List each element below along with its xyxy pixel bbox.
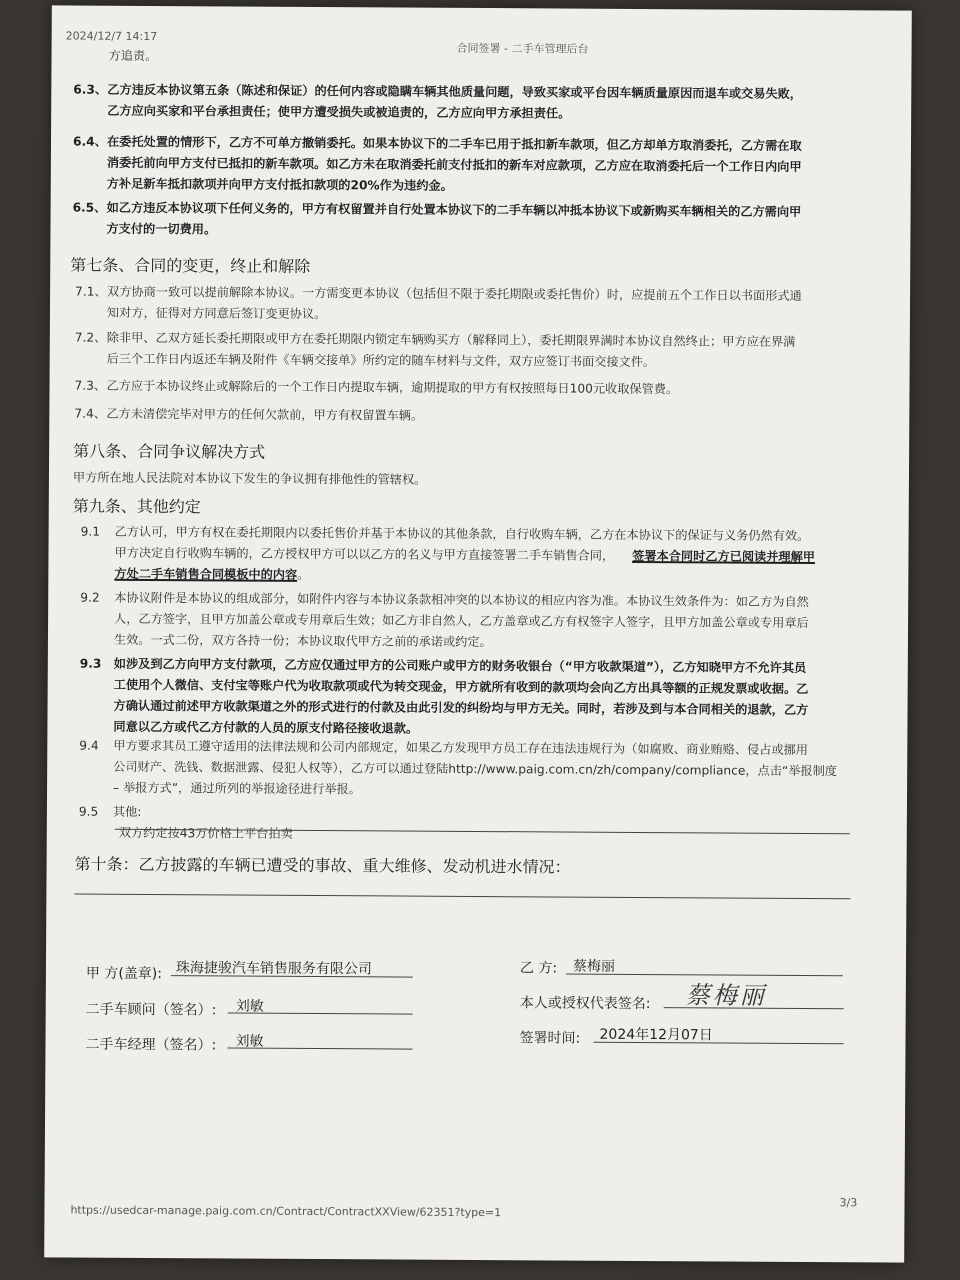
clause-line: 乙方认可，甲方有权在委托期限内以委托售价并基于本协议的其他条款，自行收购车辆，乙方在本协议下的保证与义务仍然有效。 <box>114 524 810 544</box>
clause-line: 人，乙方签字，且甲方加盖公章或专用章后生效；如乙方非自然人，乙方盖章或乙方有权签字人签字，且甲方加盖公章或专用章后 <box>114 611 809 631</box>
page-number: 3/3 <box>839 1196 858 1210</box>
section-9-title: 第九条、其他约定 <box>72 496 201 517</box>
clause-line: 甲方要求其员工遵守适用的法律法规和公司内部规定，如果乙方发现甲方员工存在违法违规行为（如腐败、商业贿赂、侵占或挪用 <box>113 738 809 758</box>
clause-line: 同意以乙方或代乙方付款的人员的原支付路径接收退款。 <box>113 719 419 736</box>
clause-7-1 <box>75 282 875 322</box>
clause-7-4 <box>74 404 874 423</box>
contract-page <box>44 5 912 1262</box>
print-title: 合同签署 - 二手车管理后台 <box>456 41 589 56</box>
clause-9-1 <box>80 522 881 582</box>
clause-number: 7.3、 <box>74 378 107 393</box>
section-8-text: 甲方所在地人民法院对本协议下发生的争议拥有排他性的管辖权。 <box>72 470 427 487</box>
print-url: https://usedcar-manage.paig.com.cn/Contract/ContractXXView/62351?type=1 <box>70 1203 502 1220</box>
print-datetime: 2024/12/7 14:17 <box>65 29 158 44</box>
clause-text: 甲方决定自行收购车辆的，乙方授权甲方可以以乙方的名义与甲方直接签署二手车销售合同， <box>114 545 615 563</box>
clause-number: 9.4 <box>79 738 99 753</box>
signature-label: 本人或授权代表签名: <box>519 995 651 1013</box>
top-fragment: 方追责。 <box>108 48 158 64</box>
date-label: 签署时间: <box>519 1030 581 1047</box>
clause-line: 在委托处置的情形下，乙方不可单方撤销委托。如果本协议下的二手车已用于抵扣新车款项，但乙方却单方取消委托，乙方需在取 <box>106 134 802 153</box>
section-7-title: 第七条、合同的变更，终止和解除 <box>70 255 311 276</box>
party-b-value: 蔡梅丽 <box>572 958 616 975</box>
clause-line: 方确认通过前述甲方收款渠道之外的形式进行的付款及由此引发的纠纷均与甲方无关。同时，若涉及到与本合同相关的退款，乙方 <box>113 698 809 718</box>
section-8-title: 第八条、合同争议解决方式 <box>73 441 266 462</box>
party-a-value: 珠海捷骏汽车销售服务有限公司 <box>175 960 372 978</box>
clause-7-3 <box>74 376 875 397</box>
clause-number: 7.1、 <box>75 284 107 299</box>
clause-line: 后三个工作日内返还车辆及附件《车辆交接单》所约定的随车材料与文件，双方应签订书面交接文件。 <box>106 351 656 370</box>
clause-number: 9.5 <box>78 804 99 819</box>
clause-6-3 <box>73 80 873 121</box>
clause-line: 乙方应向买家和平台承担责任；使甲方遭受损失或被追责的，乙方应向甲方承担责任。 <box>107 103 571 121</box>
clause-line: 乙方未清偿完毕对甲方的任何欠款前，甲方有权留置车辆。 <box>106 406 424 423</box>
clause-line: – 举报方式”，通过所列的举报途径进行举报。 <box>113 780 361 797</box>
advisor-value: 刘敏 <box>235 998 264 1015</box>
clause-number: 7.4、 <box>74 406 106 421</box>
party-a-label: 甲 方(盖章): <box>85 965 163 983</box>
clause-line: 双方协商一致可以提前解除本协议。一方需变更本协议（包括但不限于委托期限或委托售价）时，应提前五个工作日以书面形式通 <box>107 284 802 303</box>
clause-number: 6.5、 <box>72 200 107 215</box>
clause-line: 如乙方违反本协议项下任何义务的，甲方有权留置并自行处置本协议下的二手车辆以冲抵本协议下或新购买车辆相关的乙方需向甲 <box>106 200 802 219</box>
manager-value: 刘敏 <box>235 1033 264 1050</box>
clause-6-4 <box>72 132 873 193</box>
clause-line: 方支付的一切费用。 <box>106 221 217 237</box>
clause-text: 。 <box>297 567 310 582</box>
other-value: 双方约定按43万价格上平台拍卖 <box>118 825 293 841</box>
handwritten-signature: 蔡梅丽 <box>685 981 767 1010</box>
clause-line: 公司财产、洗钱、数据泄露、侵犯人权等），乙方可以通过登陆http://www.paig.com.cn/zh/company/compliance，点击“举报制度 <box>113 759 838 779</box>
clause-line: 乙方应于本协议终止或解除后的一个工作日内提取车辆，逾期提取的甲方有权按照每日100元收取保管费。 <box>106 378 679 397</box>
other-label: 其他: <box>112 804 142 819</box>
manager-label: 二手车经理（签名）: <box>85 1036 217 1054</box>
section-10-title: 第十条：乙方披露的车辆已遭受的事故、重大维修、发动机进水情况： <box>74 854 571 877</box>
clause-number: 6.4、 <box>72 134 107 149</box>
clause-line: 工使用个人微信、支付宝等账户代为收取款项或代为转交现金，甲方就所有收到的款项均会向乙方出具等额的正规发票或收据。乙 <box>113 677 809 697</box>
clause-number: 9.3 <box>79 656 102 671</box>
party-b-label: 乙 方: <box>519 960 558 977</box>
clause-number: 7.2、 <box>74 330 107 345</box>
advisor-label: 二手车顾问（签名）: <box>85 1001 217 1019</box>
clause-line: 除非甲、乙双方延长委托期限或甲方在委托期限内锁定车辆购买方（解释同上），委托期限界满时本协议自然终止；甲方应在界满 <box>106 330 796 349</box>
clause-line: 本协议附件是本协议的组成部分，如附件内容与本协议条款相冲突的以本协议的相应内容为准。本协议生效条件为：如乙方为自然 <box>114 590 809 610</box>
clause-number: 9.2 <box>80 590 100 605</box>
clause-7-2 <box>74 328 875 370</box>
clause-line: 乙方违反本协议第五条（陈述和保证）的任何内容或隐瞒车辆其他质量问题，导致买家或平台因车辆质量原因而退车或交易失败， <box>107 82 803 101</box>
clause-line: 如涉及到乙方向甲方支付款项，乙方应仅通过甲方的公司账户或甲方的财务收银台（“甲方收款渠道”），乙方知晓甲方不允许其员 <box>113 656 807 676</box>
clause-line: 方补足新车抵扣款项并向甲方支付抵扣款项的20%作为违约金。 <box>106 176 453 193</box>
emphasis-text: 签署本合同时乙方已阅读并理解甲 <box>632 548 816 565</box>
clause-line: 知对方，征得对方同意后签订变更协议。 <box>106 305 327 322</box>
clause-number: 6.3、 <box>73 82 108 97</box>
emphasis-text: 方处二手车销售合同模板中的内容 <box>114 566 298 582</box>
date-value: 2024年12月07日 <box>599 1026 713 1044</box>
clause-number: 9.1 <box>80 524 101 539</box>
fill-line <box>74 894 850 900</box>
clause-line: 消委托前向甲方支付已抵扣的新车款项。如乙方未在取消委托前支付抵扣的新车对应款项，乙方应在取消委托后一个工作日内向甲 <box>106 155 802 174</box>
clause-line: 生效。一式二份，双方各持一份；本协议取代甲方之前的承诺或约定。 <box>113 632 492 650</box>
